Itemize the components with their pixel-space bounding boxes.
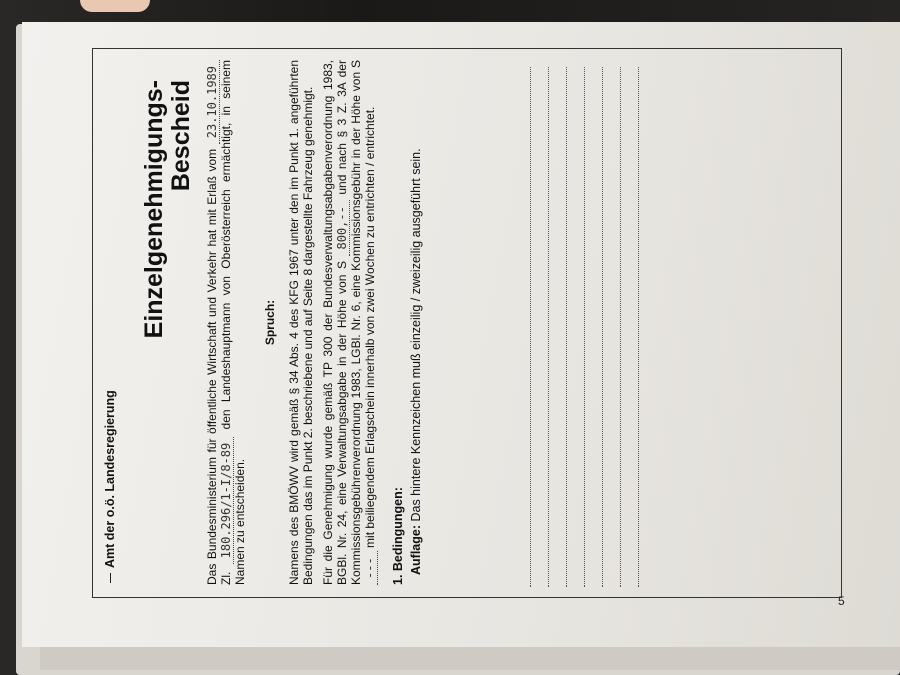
fee-paragraph [321, 60, 377, 585]
auflage-label: Auflage: [409, 525, 423, 575]
form-content [103, 60, 435, 585]
title-line-1: Einzelgenehmigungs- [140, 80, 168, 339]
dash-mark [110, 573, 111, 583]
office-heading [103, 60, 117, 585]
blank-line [603, 67, 621, 587]
page-number: 5 [838, 594, 845, 608]
blank-line [531, 67, 549, 587]
intro-paragraph [205, 60, 247, 585]
finger [80, 0, 150, 12]
fee-text-1: Für die Genehmigung wurde gemäß TP 300 der Bundesverwaltungsabgabenverordnung 1983, BGBl. Nr. 24, eine Verwaltungsabgabe in der Höhe von S [321, 60, 349, 585]
handwritten-amount-2: --- [363, 551, 378, 585]
title-line-2: Bescheid [167, 80, 195, 192]
blank-line [513, 67, 531, 587]
office-name: Amt der o.ö. Landesregierung [103, 390, 117, 568]
handwritten-date: 23.10.1989 [205, 60, 220, 144]
auflage-line [409, 60, 423, 575]
blank-line [585, 67, 603, 587]
document-title [141, 80, 195, 585]
form-frame [92, 48, 842, 598]
spruch-heading: Spruch: [263, 299, 277, 346]
intro-text-2: Zl. [219, 571, 233, 585]
fee-text-2: und nach § 3 Z. 3A der Kommissionsgebührenverordnung 1983, LGBl. Nr. 6, eine Kommissionsgebühr in der Höhe von S [335, 60, 363, 585]
fee-text-3: mit beiliegendem Erlagschein innerhalb von zwei Wochen zu entrichten / entrichtet. [363, 106, 377, 548]
intro-text-1: Das Bundesministerium für öffentliche Wirtschaft und Verkehr hat mit Erlaß vom [205, 148, 219, 585]
blank-line [621, 67, 639, 587]
blank-line [549, 67, 567, 587]
intro-text-3: den Landeshauptmann von Oberösterreich ermächtigt, in seinem Namen zu entscheiden. [219, 60, 247, 585]
blank-lines [513, 67, 639, 587]
auflage-text: Das hintere Kennzeichen muß einzeilig / zweizeilig ausgeführt sein. [409, 148, 423, 522]
approval-paragraph: Namens des BMÖWV wird gemäß § 34 Abs. 4 des KFG 1967 unter den im Punkt 1. angeführten Bedingungen das im Punkt 2. beschriebene und auf Seite 8 dargestellte Fahrzeug genehmigt. [287, 60, 315, 585]
handwritten-amount-1: 800,-- [335, 200, 350, 255]
blank-line [567, 67, 585, 587]
handwritten-reference: 180.296/1-I/8-89 [219, 437, 234, 565]
conditions-heading: 1. Bedingungen: [391, 487, 405, 585]
